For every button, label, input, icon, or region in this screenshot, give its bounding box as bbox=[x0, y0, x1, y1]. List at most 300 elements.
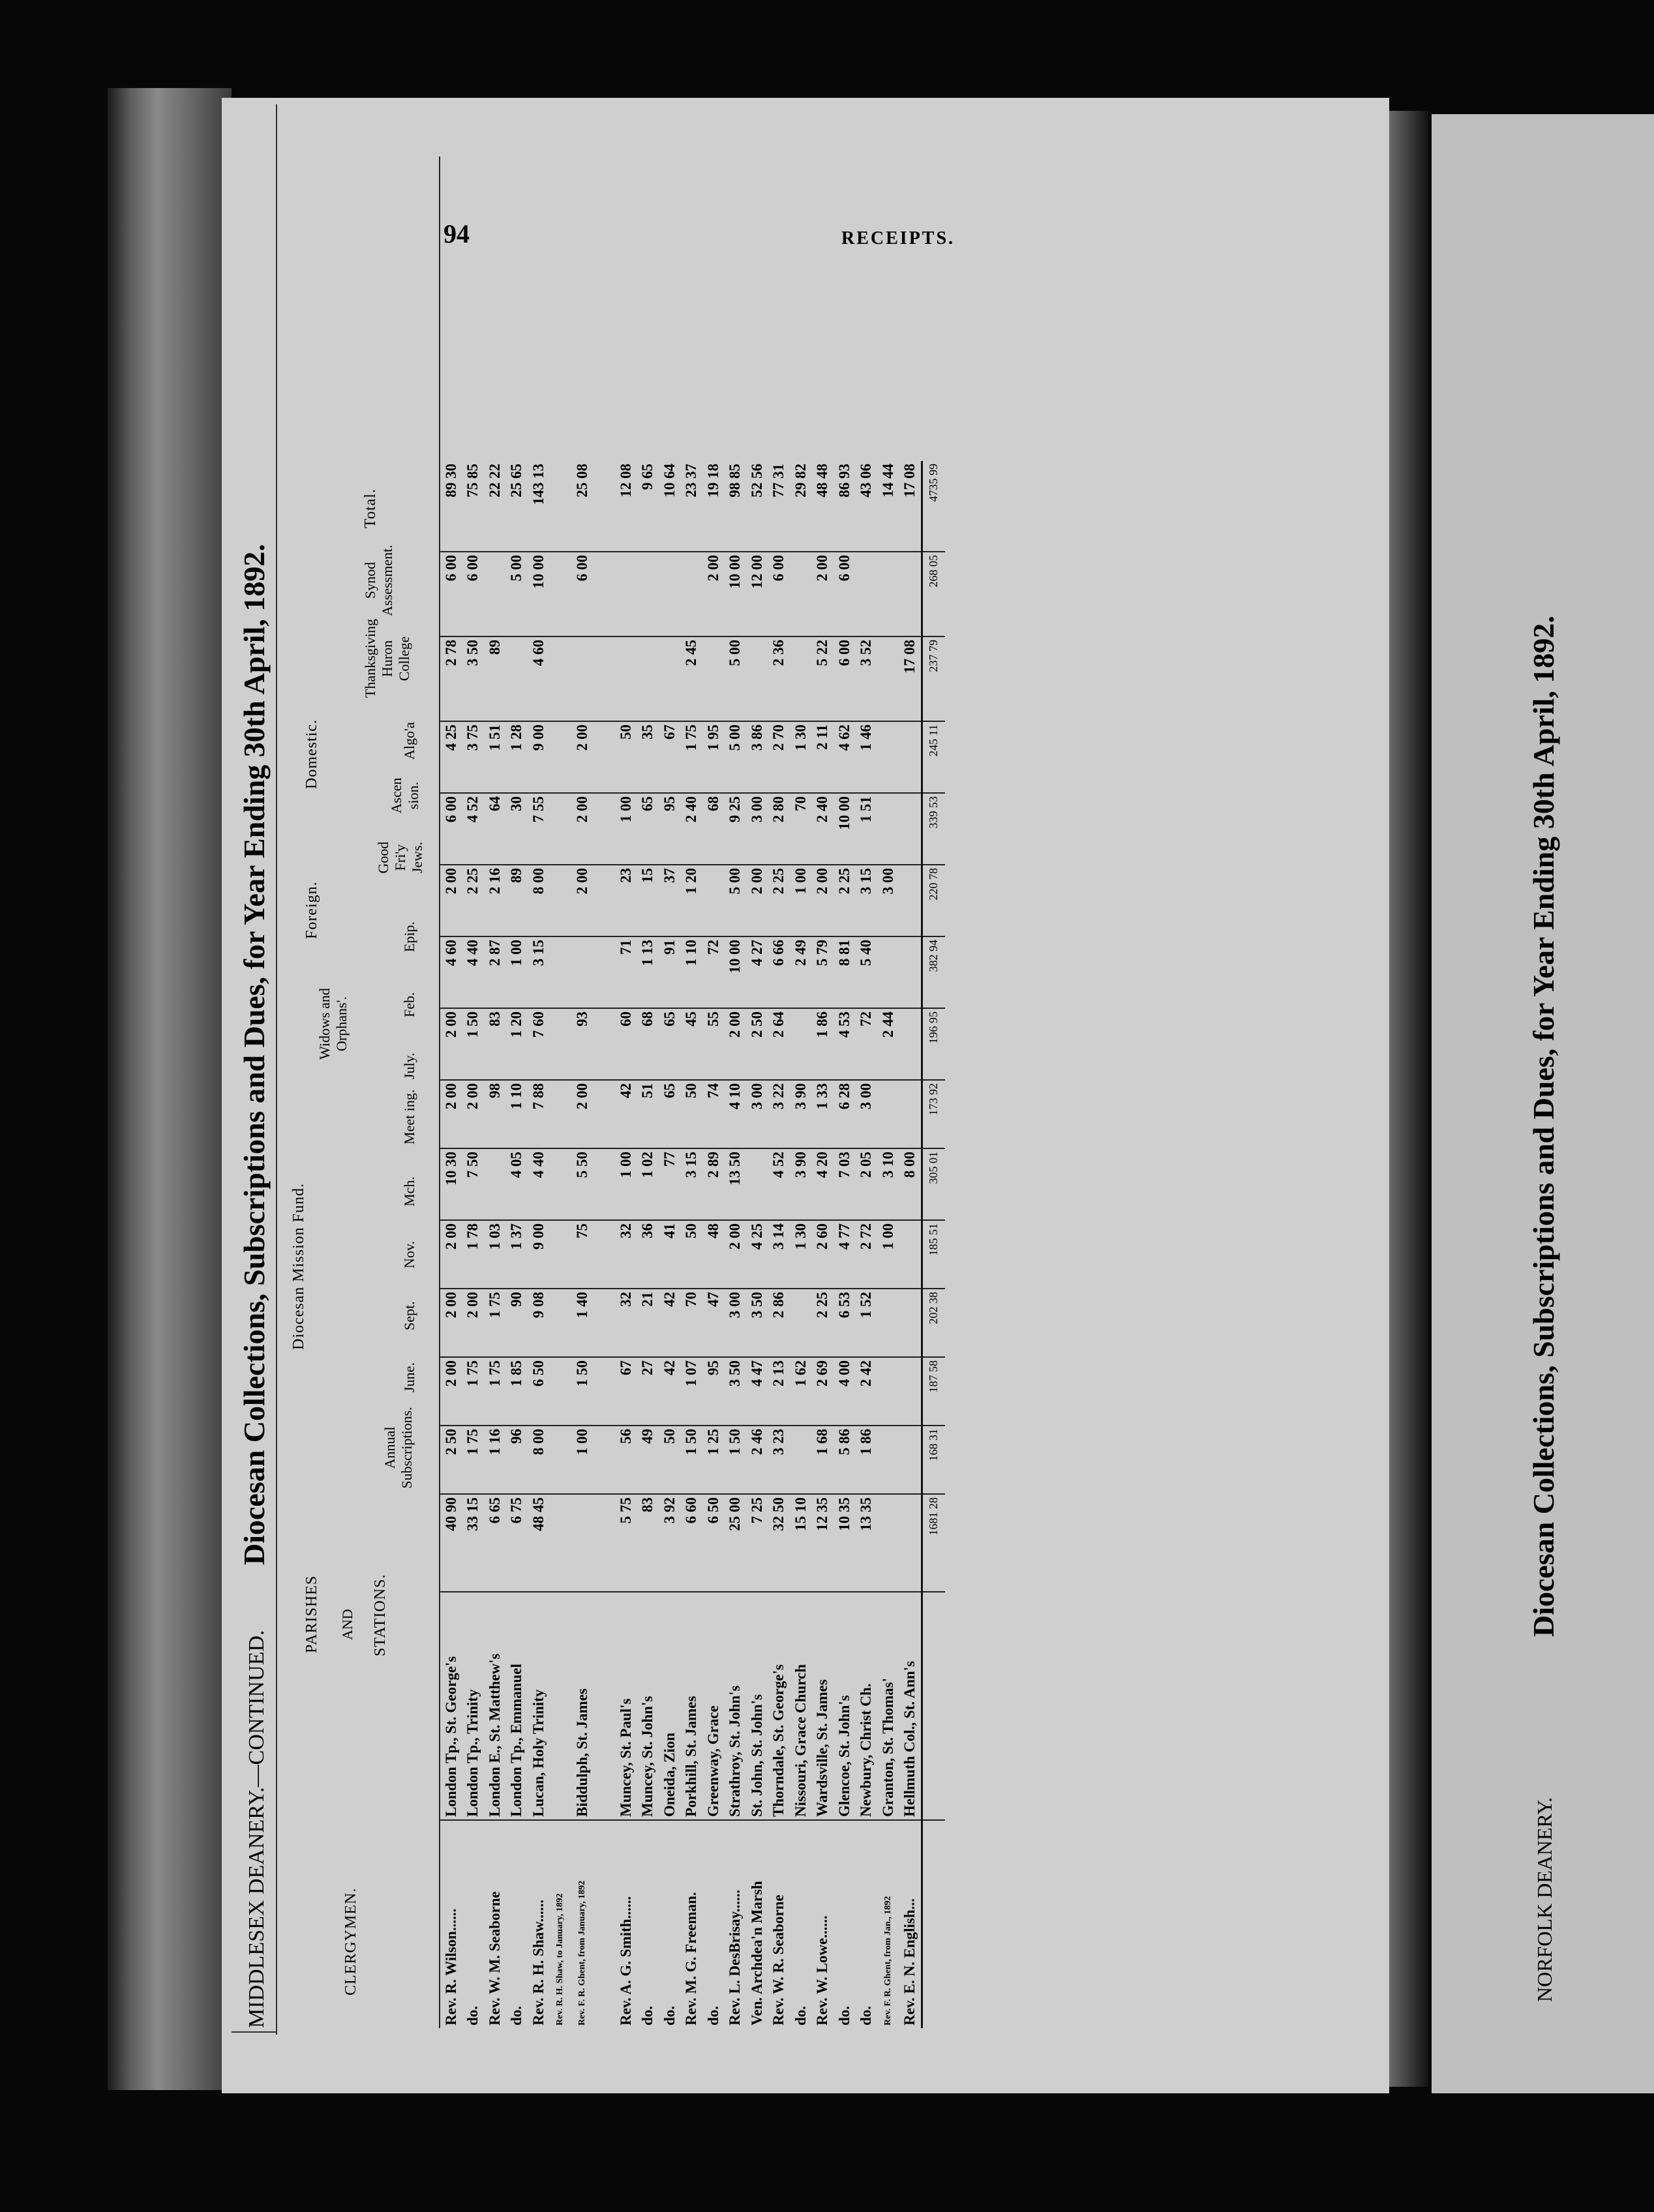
table-row bbox=[637, 461, 659, 2028]
cell-clergy: Rev. M. G. Freeman. bbox=[683, 1892, 700, 2025]
cell-june: 1 50 bbox=[725, 1426, 747, 1494]
header-synod-assessment: Synod Assessment. bbox=[362, 545, 395, 616]
cell-syn bbox=[615, 552, 637, 636]
cell-thk bbox=[571, 636, 594, 721]
cell-epip: 4 40 bbox=[462, 936, 485, 1008]
cell-asc bbox=[550, 793, 572, 865]
cell-a bbox=[899, 1494, 922, 1592]
cell-meet: 4 20 bbox=[812, 1148, 834, 1220]
cell-parish: Strathroy, St. John's bbox=[725, 1592, 747, 1820]
cell-july: 3 22 bbox=[768, 1080, 790, 1148]
table-row bbox=[528, 461, 550, 2028]
cell-alg: 67 bbox=[659, 721, 681, 793]
cell-alg: 1 95 bbox=[702, 721, 725, 793]
cell-asc: 2 40 bbox=[681, 793, 703, 865]
cell-parish: Greenway, Grace bbox=[702, 1592, 725, 1820]
cell-alg: 1 30 bbox=[790, 721, 812, 793]
cell-syn bbox=[681, 552, 703, 636]
cell-a: 83 bbox=[637, 1494, 659, 1592]
cell-gf: 2 00 bbox=[812, 865, 834, 936]
header-stations: STATIONS. bbox=[372, 1574, 389, 1656]
cell-epip: 8 81 bbox=[834, 936, 856, 1008]
header-sept: Sept. bbox=[401, 1301, 417, 1330]
cell-july: 2 00 bbox=[462, 1080, 485, 1148]
cell-meet: 2 05 bbox=[856, 1148, 878, 1220]
header-widows-orphans: Widows and Orphans'. bbox=[316, 988, 350, 1060]
cell-parish: Lucan, Holy Trinity bbox=[528, 1592, 550, 1820]
cell-asc: 1 51 bbox=[856, 793, 878, 865]
cell-june: 56 bbox=[615, 1426, 637, 1494]
cell-nov: 3 50 bbox=[746, 1289, 768, 1357]
cell-july: 1 10 bbox=[506, 1080, 528, 1148]
cell-clergy: Rev. W. R. Seaborne bbox=[770, 1894, 787, 2025]
cell-sept: 95 bbox=[702, 1357, 725, 1426]
cell-sept: 187 58 bbox=[922, 1357, 945, 1426]
cell-feb: 65 bbox=[659, 1008, 681, 1080]
cell-epip: 5 40 bbox=[856, 936, 878, 1008]
cell-clergy: Rev. F. R. Ghent, from Jan., 1892 bbox=[882, 1896, 893, 2025]
table-row bbox=[768, 461, 790, 2028]
cell-a: 10 35 bbox=[834, 1494, 856, 1592]
header-june: June. bbox=[401, 1362, 417, 1392]
cell-alg bbox=[594, 721, 616, 793]
cell-july: 3 00 bbox=[746, 1080, 768, 1148]
table-row bbox=[877, 461, 899, 2028]
cell-sept: 42 bbox=[659, 1357, 681, 1426]
cell-parish: Nissouri, Grace Church bbox=[790, 1592, 812, 1820]
cell-june: 96 bbox=[506, 1426, 528, 1494]
cell-alg: 1 28 bbox=[506, 721, 528, 793]
cell-tot: 52 56 bbox=[746, 461, 768, 552]
cell-june: 2 46 bbox=[746, 1426, 768, 1494]
cell-tot: 77 31 bbox=[768, 461, 790, 552]
cell-mch: 3 14 bbox=[768, 1220, 790, 1289]
cell-mch: 2 60 bbox=[812, 1220, 834, 1289]
cell-feb: 1 86 bbox=[812, 1008, 834, 1080]
cell-syn: 5 00 bbox=[506, 552, 528, 636]
cell-tot bbox=[594, 461, 616, 552]
cell-syn: 2 00 bbox=[702, 552, 725, 636]
cell-july: 42 bbox=[615, 1080, 637, 1148]
cell-tot: 22 22 bbox=[484, 461, 506, 552]
cell-june: 1 86 bbox=[856, 1426, 878, 1494]
cell-june: 49 bbox=[637, 1426, 659, 1494]
cell-nov: 6 53 bbox=[834, 1289, 856, 1357]
table-row bbox=[440, 461, 462, 2028]
cell-mch: 41 bbox=[659, 1220, 681, 1289]
cell-parish: Newbury, Christ Ch. bbox=[856, 1592, 878, 1820]
cell-meet bbox=[594, 1148, 616, 1220]
cell-parish bbox=[594, 1592, 616, 1820]
cell-meet: 7 50 bbox=[462, 1148, 485, 1220]
cell-june: 2 50 bbox=[440, 1426, 462, 1494]
cell-nov: 21 bbox=[637, 1289, 659, 1357]
cell-a: 32 50 bbox=[768, 1494, 790, 1592]
cell-gf: 3 15 bbox=[856, 865, 878, 936]
cell-tot: 48 48 bbox=[812, 461, 834, 552]
header-foreign: Foreign. bbox=[303, 881, 320, 939]
table-row bbox=[615, 461, 637, 2028]
cell-tot: 143 13 bbox=[528, 461, 550, 552]
cell-alg: 5 00 bbox=[725, 721, 747, 793]
cell-gf: 15 bbox=[637, 865, 659, 936]
cell-syn: 6 00 bbox=[440, 552, 462, 636]
right-deanery-heading: NORFOLK DEANERY. bbox=[1533, 1797, 1556, 2002]
header-algoma: Algo'a bbox=[401, 722, 417, 760]
cell-mch bbox=[550, 1220, 572, 1289]
cell-june: 3 23 bbox=[768, 1426, 790, 1494]
cell-a: 40 90 bbox=[440, 1494, 462, 1592]
book-spine-edge bbox=[108, 88, 232, 2090]
cell-epip bbox=[550, 936, 572, 1008]
cell-feb: 196 95 bbox=[922, 1008, 945, 1080]
cell-feb: 2 00 bbox=[440, 1008, 462, 1080]
cell-june: 1 68 bbox=[812, 1426, 834, 1494]
cell-parish: London Tp., St. George's bbox=[440, 1592, 462, 1820]
cell-feb bbox=[550, 1008, 572, 1080]
cell-a: 33 15 bbox=[462, 1494, 485, 1592]
table-row bbox=[746, 461, 768, 2028]
cell-meet: 4 40 bbox=[528, 1148, 550, 1220]
cell-gf: 220 78 bbox=[922, 865, 945, 936]
cell-asc bbox=[594, 793, 616, 865]
cell-alg bbox=[550, 721, 572, 793]
cell-july: 50 bbox=[681, 1080, 703, 1148]
cell-tot: 17 08 bbox=[899, 461, 922, 552]
cell-gf: 5 00 bbox=[725, 865, 747, 936]
cell-alg: 2 00 bbox=[571, 721, 594, 793]
header-july: July. bbox=[401, 1053, 417, 1079]
cell-epip bbox=[877, 936, 899, 1008]
cell-mch: 185 51 bbox=[922, 1220, 945, 1289]
cell-a: 6 75 bbox=[506, 1494, 528, 1592]
cell-nov: 1 52 bbox=[856, 1289, 878, 1357]
cell-meet: 4 05 bbox=[506, 1148, 528, 1220]
cell-july bbox=[594, 1080, 616, 1148]
cell-nov: 2 25 bbox=[812, 1289, 834, 1357]
cell-nov bbox=[594, 1289, 616, 1357]
cell-asc: 95 bbox=[659, 793, 681, 865]
cell-syn bbox=[877, 552, 899, 636]
cell-clergy: do. bbox=[792, 2005, 809, 2025]
cell-meet bbox=[746, 1148, 768, 1220]
cell-mch bbox=[594, 1220, 616, 1289]
cell-epip: 4 60 bbox=[440, 936, 462, 1008]
cell-tot: 9 65 bbox=[637, 461, 659, 552]
cell-feb: 2 44 bbox=[877, 1008, 899, 1080]
cell-parish: St. John, St. John's bbox=[746, 1592, 768, 1820]
cell-epip bbox=[571, 936, 594, 1008]
cell-nov: 9 08 bbox=[528, 1289, 550, 1357]
cell-syn: 10 00 bbox=[725, 552, 747, 636]
table-row bbox=[571, 461, 594, 2028]
cell-epip: 6 66 bbox=[768, 936, 790, 1008]
cell-parish bbox=[922, 1592, 945, 1820]
cell-feb bbox=[899, 1008, 922, 1080]
table-row bbox=[506, 461, 528, 2028]
cell-june: 50 bbox=[659, 1426, 681, 1494]
cell-a: 6 50 bbox=[702, 1494, 725, 1592]
cell-clergy: Rev. R. H. Shaw, to January, 1892 bbox=[555, 1893, 565, 2025]
cell-mch: 1 78 bbox=[462, 1220, 485, 1289]
cell-a: 7 25 bbox=[746, 1494, 768, 1592]
cell-parish: Muncey, St. Paul's bbox=[615, 1592, 637, 1820]
cell-sept: 2 42 bbox=[856, 1357, 878, 1426]
cell-thk: 5 00 bbox=[725, 636, 747, 721]
cell-parish: London Tp., Emmanuel bbox=[506, 1592, 528, 1820]
cell-gf: 2 25 bbox=[462, 865, 485, 936]
cell-alg: 1 75 bbox=[681, 721, 703, 793]
cell-asc: 68 bbox=[702, 793, 725, 865]
cell-asc: 4 52 bbox=[462, 793, 485, 865]
cell-a bbox=[877, 1494, 899, 1592]
cell-sept: 27 bbox=[637, 1357, 659, 1426]
cell-syn: 10 00 bbox=[528, 552, 550, 636]
right-page-content bbox=[1448, 228, 1654, 2054]
cell-feb bbox=[594, 1008, 616, 1080]
cell-a bbox=[550, 1494, 572, 1592]
cell-alg: 2 11 bbox=[812, 721, 834, 793]
cell-mch: 32 bbox=[615, 1220, 637, 1289]
cell-june: 8 00 bbox=[528, 1426, 550, 1494]
header-diocesan-mission-fund: Diocesan Mission Fund. bbox=[290, 1183, 307, 1350]
cell-alg: 9 00 bbox=[528, 721, 550, 793]
cell-mch: 36 bbox=[637, 1220, 659, 1289]
cell-meet: 3 10 bbox=[877, 1148, 899, 1220]
cell-asc: 9 25 bbox=[725, 793, 747, 865]
cell-thk bbox=[659, 636, 681, 721]
cell-clergy: Rev. F. R. Ghent, from January, 1892 bbox=[577, 1880, 587, 2025]
cell-thk bbox=[506, 636, 528, 721]
cell-mch: 75 bbox=[571, 1220, 594, 1289]
cell-thk bbox=[702, 636, 725, 721]
cell-clergy: do. bbox=[508, 2005, 525, 2025]
cell-gf: 3 00 bbox=[877, 865, 899, 936]
cell-thk: 2 45 bbox=[681, 636, 703, 721]
cell-meet: 1 00 bbox=[615, 1148, 637, 1220]
cell-a: 6 65 bbox=[484, 1494, 506, 1592]
cell-epip bbox=[899, 936, 922, 1008]
cell-syn: 12 00 bbox=[746, 552, 768, 636]
cell-july: 2 00 bbox=[571, 1080, 594, 1148]
cell-meet: 2 89 bbox=[702, 1148, 725, 1220]
cell-tot: 29 82 bbox=[790, 461, 812, 552]
cell-syn: 6 00 bbox=[768, 552, 790, 636]
cell-thk: 237 79 bbox=[922, 636, 945, 721]
cell-sept: 1 07 bbox=[681, 1357, 703, 1426]
cell-asc: 2 40 bbox=[812, 793, 834, 865]
cell-a: 6 60 bbox=[681, 1494, 703, 1592]
cell-meet: 77 bbox=[659, 1148, 681, 1220]
cell-nov bbox=[899, 1289, 922, 1357]
header-annual-subscriptions: Annual Subscriptions. bbox=[382, 1407, 415, 1489]
cell-sept: 67 bbox=[615, 1357, 637, 1426]
cell-parish: Porkhill, St. James bbox=[681, 1592, 703, 1820]
cell-alg bbox=[877, 721, 899, 793]
cell-epip: 3 15 bbox=[528, 936, 550, 1008]
cell-nov bbox=[790, 1289, 812, 1357]
cell-july: 1 33 bbox=[812, 1080, 834, 1148]
cell-tot: 43 06 bbox=[856, 461, 878, 552]
cell-clergy: do. bbox=[858, 2005, 875, 2025]
header-meeting: Meet ing. bbox=[401, 1089, 417, 1144]
cell-nov: 47 bbox=[702, 1289, 725, 1357]
cell-mch: 1 03 bbox=[484, 1220, 506, 1289]
cell-parish: Hellmuth Col., St. Ann's bbox=[899, 1592, 922, 1820]
cell-feb: 60 bbox=[615, 1008, 637, 1080]
cell-alg: 2 70 bbox=[768, 721, 790, 793]
cell-parish: London Tp., Trinity bbox=[462, 1592, 485, 1820]
cell-nov: 42 bbox=[659, 1289, 681, 1357]
cell-mch: 4 77 bbox=[834, 1220, 856, 1289]
cell-june bbox=[594, 1426, 616, 1494]
cell-mch: 2 00 bbox=[440, 1220, 462, 1289]
cell-gf bbox=[702, 865, 725, 936]
cell-thk bbox=[550, 636, 572, 721]
cell-sept: 4 47 bbox=[746, 1357, 768, 1426]
cell-june bbox=[550, 1426, 572, 1494]
cell-feb: 7 60 bbox=[528, 1008, 550, 1080]
cell-syn: 268 05 bbox=[922, 552, 945, 636]
cell-clergy bbox=[594, 1820, 616, 2028]
header-nov: Nov. bbox=[401, 1241, 417, 1268]
cell-tot: 12 08 bbox=[615, 461, 637, 552]
cell-june bbox=[790, 1426, 812, 1494]
header-domestic: Domestic. bbox=[303, 719, 320, 789]
cell-syn bbox=[637, 552, 659, 636]
cell-epip: 4 27 bbox=[746, 936, 768, 1008]
cell-alg: 3 75 bbox=[462, 721, 485, 793]
header-clergymen: CLERGYMEN. bbox=[342, 1887, 359, 1995]
cell-syn: 6 00 bbox=[571, 552, 594, 636]
header-total: Total. bbox=[362, 488, 379, 528]
cell-thk bbox=[594, 636, 616, 721]
cell-clergy: Rev. W. M. Seaborne bbox=[486, 1891, 503, 2025]
cell-parish: Oneida, Zion bbox=[659, 1592, 681, 1820]
cell-thk: 2 78 bbox=[440, 636, 462, 721]
cell-nov: 2 00 bbox=[440, 1289, 462, 1357]
table-row bbox=[594, 461, 616, 2028]
cell-alg: 1 46 bbox=[856, 721, 878, 793]
cell-epip: 91 bbox=[659, 936, 681, 1008]
cell-syn: 6 00 bbox=[462, 552, 485, 636]
cell-sept: 1 85 bbox=[506, 1357, 528, 1426]
cell-feb: 93 bbox=[571, 1008, 594, 1080]
cell-tot: 10 64 bbox=[659, 461, 681, 552]
cell-thk: 17 08 bbox=[899, 636, 922, 721]
cell-june: 1 50 bbox=[681, 1426, 703, 1494]
cell-thk: 2 36 bbox=[768, 636, 790, 721]
cell-gf: 2 16 bbox=[484, 865, 506, 936]
cell-parish: Thorndale, St. George's bbox=[768, 1592, 790, 1820]
cell-meet: 13 50 bbox=[725, 1148, 747, 1220]
cell-tot: 75 85 bbox=[462, 461, 485, 552]
cell-mch: 2 00 bbox=[725, 1220, 747, 1289]
cell-clergy: Rev. R. H. Shaw...... bbox=[530, 1900, 547, 2025]
cell-mch: 9 00 bbox=[528, 1220, 550, 1289]
cell-asc bbox=[899, 793, 922, 865]
cell-sept: 1 75 bbox=[462, 1357, 485, 1426]
cell-thk bbox=[877, 636, 899, 721]
cell-nov: 1 75 bbox=[484, 1289, 506, 1357]
cell-thk bbox=[746, 636, 768, 721]
cell-feb: 55 bbox=[702, 1008, 725, 1080]
cell-a: 3 92 bbox=[659, 1494, 681, 1592]
cell-gf: 2 00 bbox=[571, 865, 594, 936]
cell-july: 65 bbox=[659, 1080, 681, 1148]
cell-meet: 305 01 bbox=[922, 1148, 945, 1220]
cell-feb: 68 bbox=[637, 1008, 659, 1080]
cell-sept: 1 62 bbox=[790, 1357, 812, 1426]
cell-tot: 25 65 bbox=[506, 461, 528, 552]
cell-syn bbox=[659, 552, 681, 636]
cell-a: 12 35 bbox=[812, 1494, 834, 1592]
page-number: 94 bbox=[444, 219, 470, 248]
cell-alg: 4 62 bbox=[834, 721, 856, 793]
cell-mch: 2 72 bbox=[856, 1220, 878, 1289]
header-parishes: PARISHES bbox=[303, 1575, 320, 1653]
table-row bbox=[834, 461, 856, 2028]
cell-meet: 3 15 bbox=[681, 1148, 703, 1220]
cell-clergy: Rev. L. DesBrisay...... bbox=[727, 1889, 744, 2025]
right-table-title: Diocesan Collections, Subscriptions and Dues, for Year Ending 30th April, 1892. bbox=[1527, 616, 1560, 1637]
cell-clergy: Rev. A. G. Smith...... bbox=[617, 1896, 634, 2025]
cell-june: 168 31 bbox=[922, 1426, 945, 1494]
cell-asc: 7 55 bbox=[528, 793, 550, 865]
cell-nov: 1 40 bbox=[571, 1289, 594, 1357]
cell-clergy: do. bbox=[704, 2005, 721, 2025]
cell-thk bbox=[637, 636, 659, 721]
cell-june: 1 00 bbox=[571, 1426, 594, 1494]
header-thanksgiving-huron-college: Thanksgiving Huron College bbox=[362, 619, 412, 698]
cell-clergy bbox=[922, 1820, 945, 2028]
cell-epip: 1 13 bbox=[637, 936, 659, 1008]
cell-epip: 10 00 bbox=[725, 936, 747, 1008]
cell-a: 15 10 bbox=[790, 1494, 812, 1592]
cell-nov: 202 38 bbox=[922, 1289, 945, 1357]
cell-meet: 3 90 bbox=[790, 1148, 812, 1220]
header-ascension: Ascen sion. bbox=[388, 777, 421, 814]
cell-june: 5 86 bbox=[834, 1426, 856, 1494]
cell-meet: 8 00 bbox=[899, 1148, 922, 1220]
cell-feb: 1 20 bbox=[506, 1008, 528, 1080]
cell-mch: 48 bbox=[702, 1220, 725, 1289]
cell-gf: 37 bbox=[659, 865, 681, 936]
cell-mch: 4 25 bbox=[746, 1220, 768, 1289]
cell-feb: 45 bbox=[681, 1008, 703, 1080]
cell-thk: 89 bbox=[484, 636, 506, 721]
cell-meet: 10 30 bbox=[440, 1148, 462, 1220]
cell-thk bbox=[615, 636, 637, 721]
cell-feb: 72 bbox=[856, 1008, 878, 1080]
cell-gf: 89 bbox=[506, 865, 528, 936]
cell-june: 1 25 bbox=[702, 1426, 725, 1494]
cell-july: 6 28 bbox=[834, 1080, 856, 1148]
cell-sept bbox=[594, 1357, 616, 1426]
cell-july: 7 88 bbox=[528, 1080, 550, 1148]
cell-nov bbox=[550, 1289, 572, 1357]
cell-nov bbox=[877, 1289, 899, 1357]
cell-clergy: Rev. W. Lowe...... bbox=[814, 1915, 831, 2025]
cell-sept bbox=[877, 1357, 899, 1426]
cell-thk: 4 60 bbox=[528, 636, 550, 721]
left-page-content bbox=[232, 78, 1275, 2035]
cell-asc: 30 bbox=[506, 793, 528, 865]
cell-mch: 1 00 bbox=[877, 1220, 899, 1289]
cell-clergy: Rev. R. Wilson...... bbox=[442, 1908, 459, 2025]
cell-mch: 1 37 bbox=[506, 1220, 528, 1289]
cell-sept: 4 00 bbox=[834, 1357, 856, 1426]
